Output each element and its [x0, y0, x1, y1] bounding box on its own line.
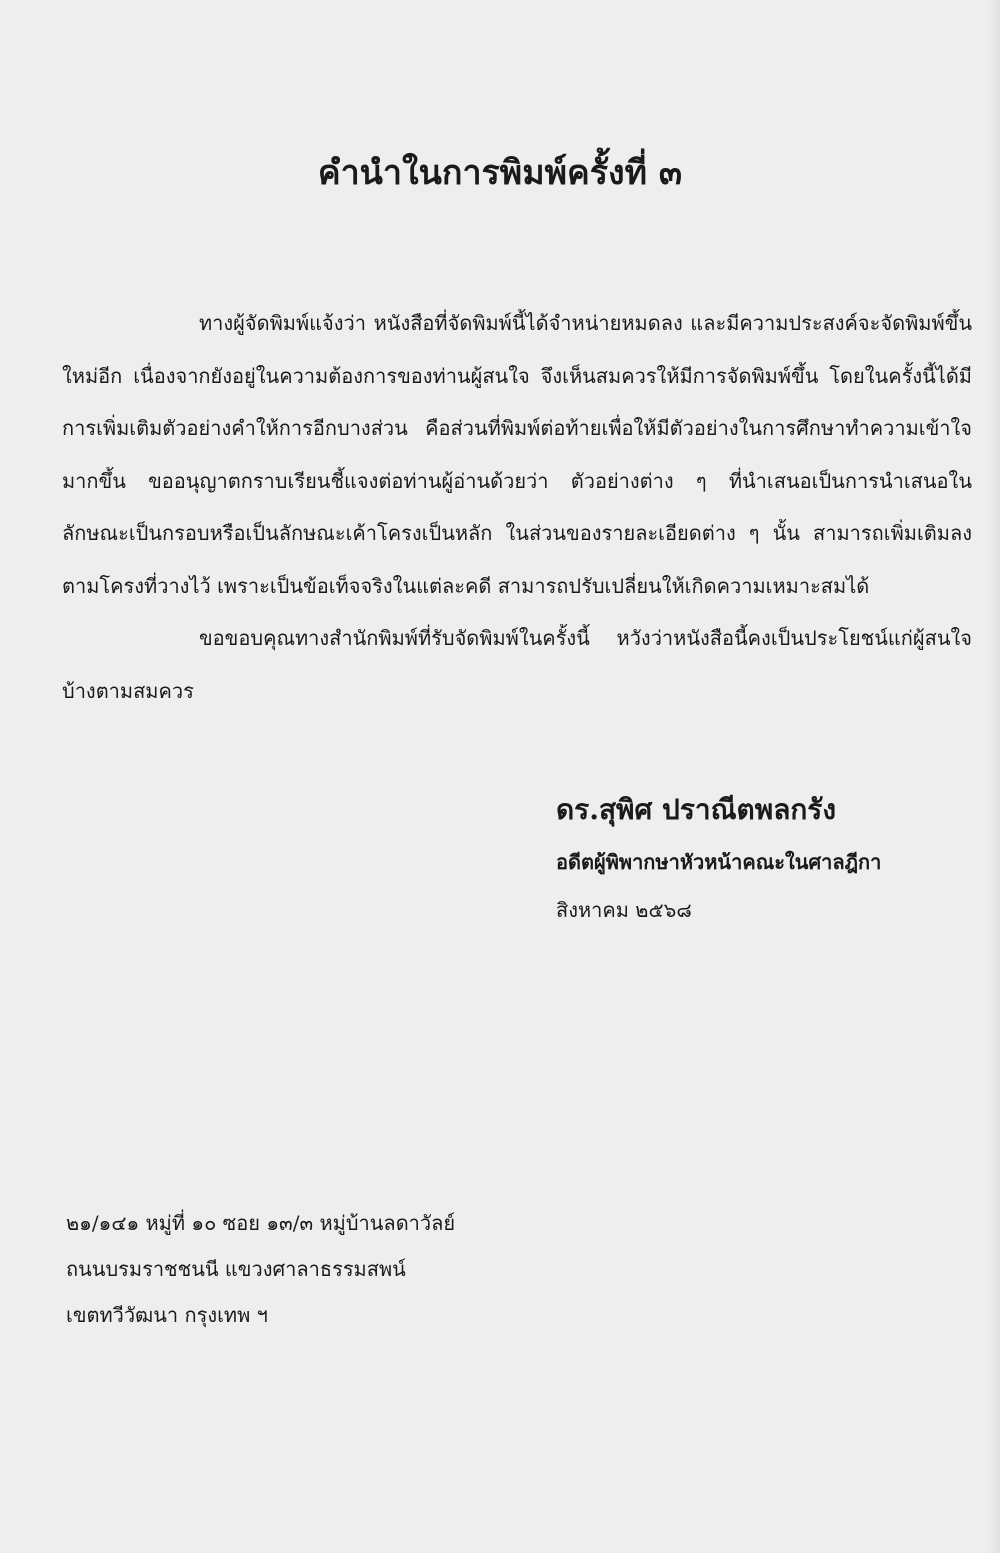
- preface-date: สิงหาคม ๒๕๖๘: [556, 898, 692, 922]
- signature-block: [556, 784, 976, 932]
- page-title: คำนำในการพิมพ์ครั้งที่ ๓: [317, 153, 683, 193]
- address-line-1: ๒๑/๑๔๑ หมู่ที่ ๑๐ ซอย ๑๓/๓ หมู่บ้านลดาวัลย์: [66, 1211, 456, 1235]
- address-line-3: เขตทวีวัฒนา กรุงเทพ ฯ: [66, 1303, 268, 1327]
- preface-paragraph-2: ขอขอบคุณทางสำนักพิมพ์ที่รับจัดพิมพ์ในครั้งนี้ หวังว่าหนังสือนี้คงเป็นประโยชน์แก่ผู้สนใจบ้างตามสมควร: [62, 626, 972, 703]
- address-line-2: ถนนบรมราชชนนี แขวงศาลาธรรมสพน์: [66, 1257, 406, 1281]
- preface-paragraph-1: ทางผู้จัดพิมพ์แจ้งว่า หนังสือที่จัดพิมพ์นี้ได้จำหน่ายหมดลง และมีความประสงค์จะจัดพิมพ์ขึ้นใหม่อีก เนื่องจากยังอยู่ในความต้องการของท่านผู้สนใจ จึงเห็นสมควรให้มีการจัดพิมพ์ขึ้น โดยในครั้งนี้ได้มีการเพิ่มเติมตัวอย่างคำให้การอีกบางส่วน คือส่วนที่พิมพ์ต่อท้ายเพื่อให้มีตัวอย่างในการศึกษาทำความเข้าใจมากขึ้น ขออนุญาตกราบเรียนชี้แจงต่อท่านผู้อ่านด้วยว่า ตัวอย่างต่าง ๆ ที่นำเสนอเป็นการนำเสนอในลักษณะเป็นกรอบหรือเป็นลักษณะเค้าโครงเป็นหลัก ในส่วนของรายละเอียดต่าง ๆ นั้น สามารถเพิ่มเติมลงตามโครงที่วางไว้ เพราะเป็นข้อเท็จจริงในแต่ละคดี สามารถปรับเปลี่ยนให้เกิดความเหมาะสมได้: [62, 311, 972, 598]
- page-spine-shadow: [986, 0, 1000, 1553]
- author-position: อดีตผู้พิพากษาหัวหน้าคณะในศาลฎีกา: [556, 850, 882, 874]
- address-block: [66, 1200, 666, 1338]
- preface-body: [62, 297, 972, 717]
- author-name: ดร.สุพิศ ปราณีตพลกรัง: [556, 793, 837, 826]
